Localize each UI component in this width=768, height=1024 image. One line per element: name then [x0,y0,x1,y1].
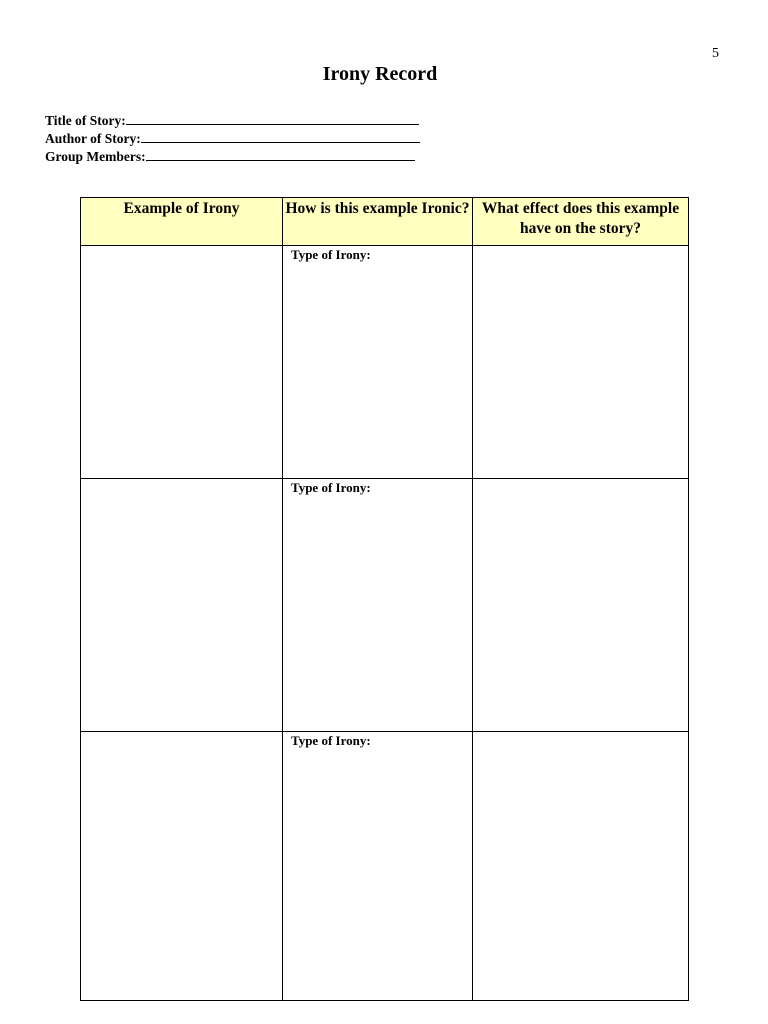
title-of-story-line[interactable] [126,112,419,125]
group-members-row [45,148,420,166]
table-header-row [81,198,689,246]
header-effect-on-story: What effect does this example have on the story? [473,198,689,246]
type-of-irony-label: Type of Irony: [291,733,371,748]
author-of-story-line[interactable] [141,130,420,143]
group-members-line[interactable] [146,148,415,161]
effect-cell[interactable] [473,479,689,732]
example-cell[interactable] [81,479,283,732]
how-ironic-cell[interactable] [283,246,473,479]
header-how-is-this-ironic: How is this example Ironic? [283,198,473,246]
irony-record-table [80,197,689,1001]
type-of-irony-label: Type of Irony: [291,247,371,262]
author-of-story-row [45,130,420,148]
author-of-story-label: Author of Story: [45,131,141,146]
how-ironic-cell[interactable] [283,732,473,1001]
title-of-story-label: Title of Story: [45,113,126,128]
table-row [81,246,689,479]
example-cell[interactable] [81,246,283,479]
type-of-irony-label: Type of Irony: [291,480,371,495]
page-number: 5 [712,46,719,61]
table-row [81,479,689,732]
example-cell[interactable] [81,732,283,1001]
story-info-fields [45,112,420,166]
table-row [81,732,689,1001]
group-members-label: Group Members: [45,149,146,164]
effect-cell[interactable] [473,732,689,1001]
header-example-of-irony: Example of Irony [81,198,283,246]
title-of-story-row [45,112,420,130]
how-ironic-cell[interactable] [283,479,473,732]
page-title: Irony Record [322,63,438,85]
effect-cell[interactable] [473,246,689,479]
